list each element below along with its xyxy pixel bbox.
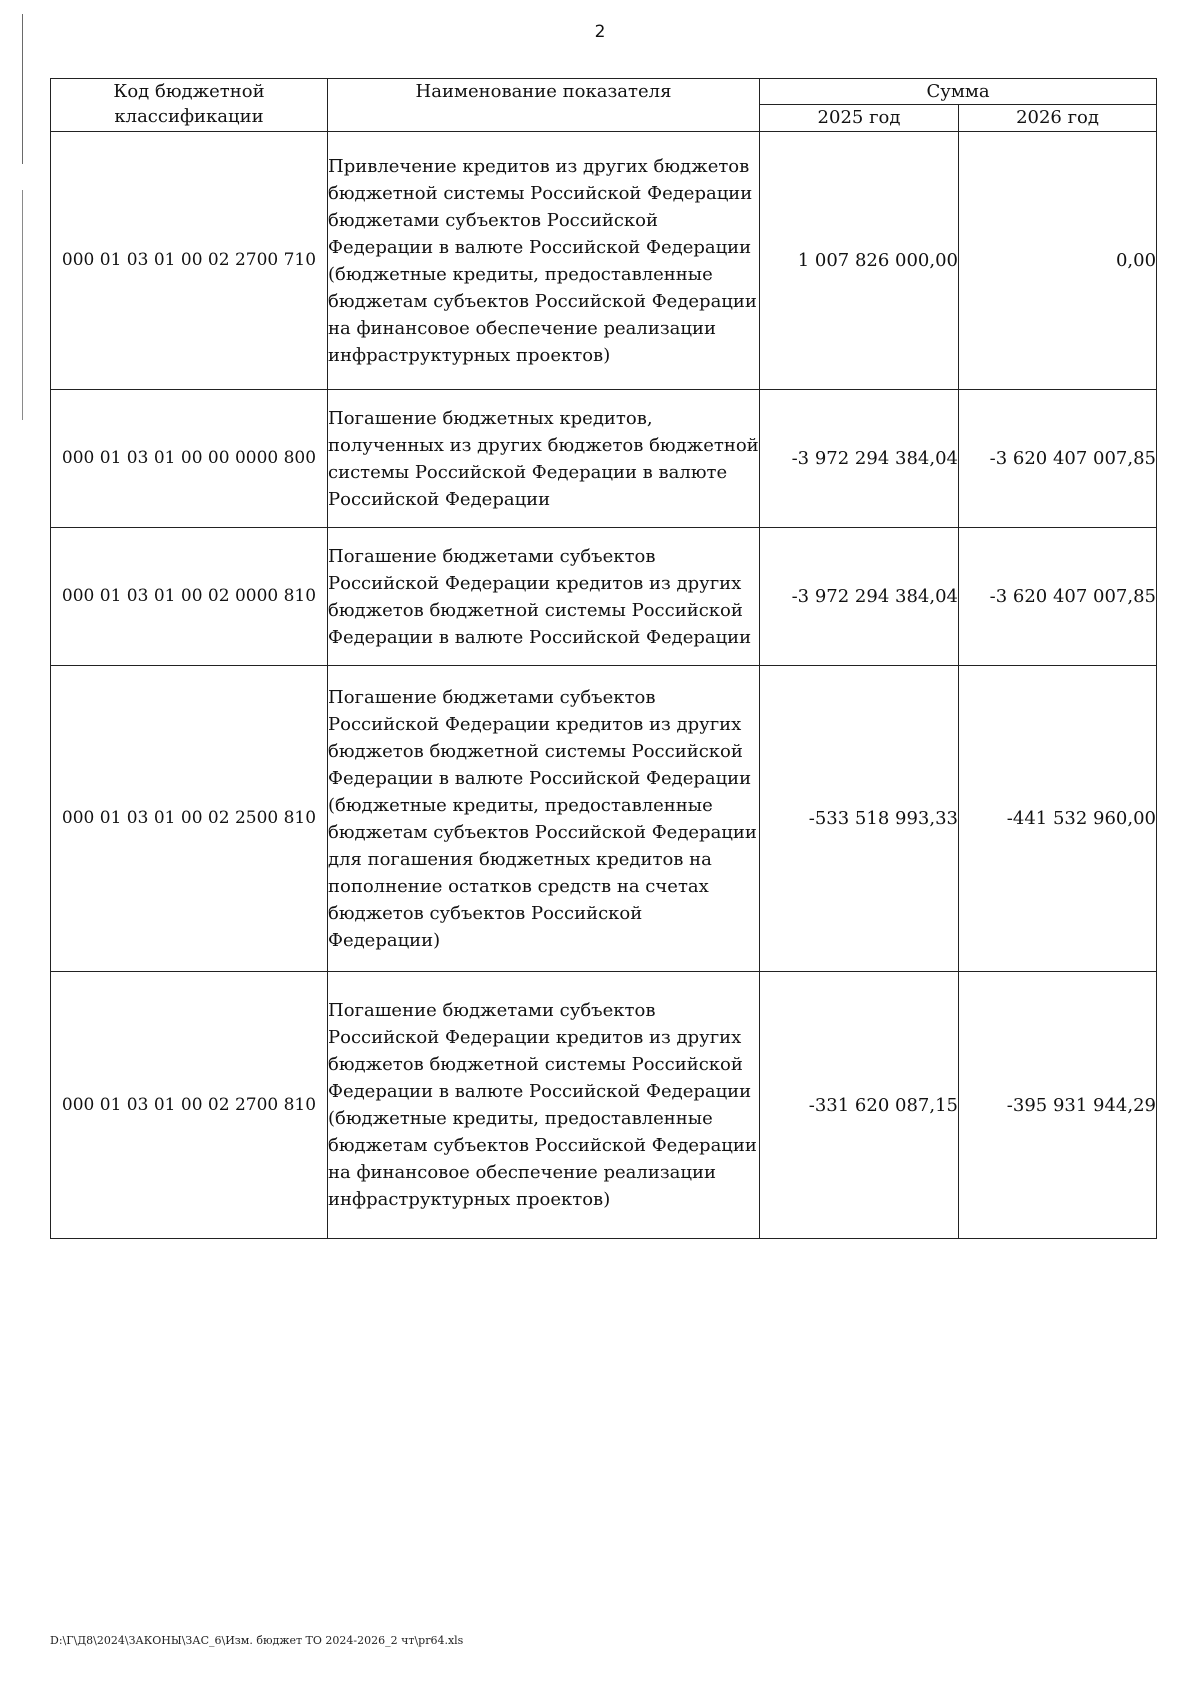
row-code: 000 01 03 01 00 02 2700 810 (51, 972, 328, 1239)
table-row (51, 390, 1157, 528)
scan-edge-mark (22, 190, 23, 420)
header-sum: Сумма (760, 79, 1157, 105)
row-name: Погашение бюджетами субъектов Российской Федерации кредитов из других бюджетов бюджетной системы Российской Федерации в валюте Российской Федерации (бюджетные кредиты, предоставленные бюджетам субъектов Российской Федерации на финансовое обеспечение реализации инфраструктурных проектов) (328, 972, 760, 1239)
row-sum-2026: -395 931 944,29 (959, 972, 1157, 1239)
row-code: 000 01 03 01 00 02 2500 810 (51, 666, 328, 972)
row-sum-2026: -441 532 960,00 (959, 666, 1157, 972)
budget-table (50, 78, 1157, 1239)
header-year-2026: 2026 год (959, 105, 1157, 132)
row-sum-2026: -3 620 407 007,85 (959, 390, 1157, 528)
header-name: Наименование показателя (328, 79, 760, 132)
row-sum-2026: -3 620 407 007,85 (959, 528, 1157, 666)
row-code: 000 01 03 01 00 02 0000 810 (51, 528, 328, 666)
row-sum-2025: -3 972 294 384,04 (760, 390, 959, 528)
page-number: 2 (594, 22, 606, 42)
file-path-footer: D:\Г\Д8\2024\ЗАКОНЫ\ЗАС_6\Изм. бюджет ТО 2024-2026_2 чт\pr64.xls (50, 1634, 464, 1647)
row-name: Погашение бюджетами субъектов Российской Федерации кредитов из других бюджетов бюджетной системы Российской Федерации в валюте Российской Федерации (328, 528, 760, 666)
row-code: 000 01 03 01 00 02 2700 710 (51, 132, 328, 390)
table-row (51, 972, 1157, 1239)
row-sum-2025: -331 620 087,15 (760, 972, 959, 1239)
row-sum-2025: -3 972 294 384,04 (760, 528, 959, 666)
header-code: Код бюджетной классификации (51, 79, 328, 132)
row-name: Погашение бюджетных кредитов, полученных из других бюджетов бюджетной системы Российской Федерации в валюте Российской Федерации (328, 390, 760, 528)
row-sum-2026: 0,00 (959, 132, 1157, 390)
table-row (51, 528, 1157, 666)
table-row (51, 132, 1157, 390)
row-code: 000 01 03 01 00 00 0000 800 (51, 390, 328, 528)
row-sum-2025: -533 518 993,33 (760, 666, 959, 972)
row-name: Погашение бюджетами субъектов Российской Федерации кредитов из других бюджетов бюджетной системы Российской Федерации в валюте Российской Федерации (бюджетные кредиты, предоставленные бюджетам субъектов Российской Федерации для погашения бюджетных кредитов на пополнение остатков средств на счетах бюджетов субъектов Российской Федерации) (328, 666, 760, 972)
header-year-2025: 2025 год (760, 105, 959, 132)
table-row (51, 666, 1157, 972)
row-sum-2025: 1 007 826 000,00 (760, 132, 959, 390)
row-name: Привлечение кредитов из других бюджетов бюджетной системы Российской Федерации бюджетами субъектов Российской Федерации в валюте Российской Федерации (бюджетные кредиты, предоставленные бюджетам субъектов Российской Федерации на финансовое обеспечение реализации инфраструктурных проектов) (328, 132, 760, 390)
